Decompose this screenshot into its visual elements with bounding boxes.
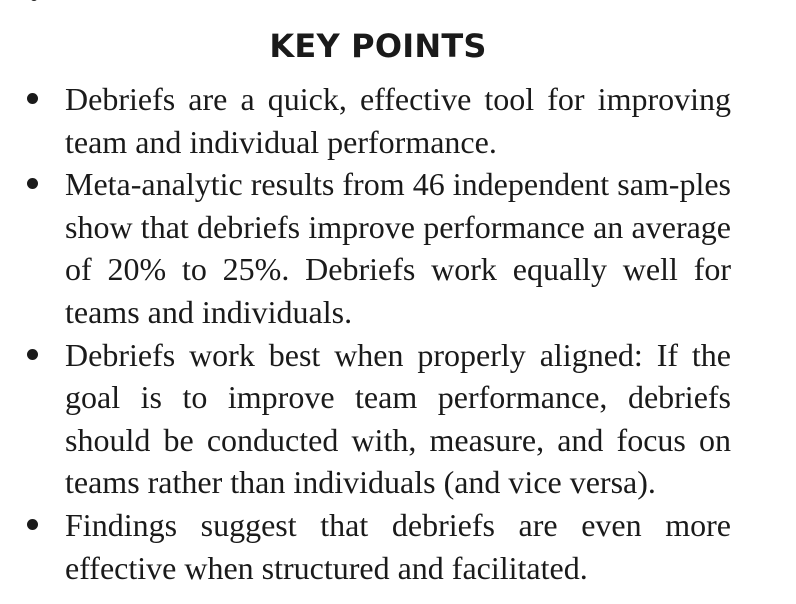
list-item bbox=[0, 334, 731, 504]
key-points-list bbox=[0, 78, 796, 589]
list-item bbox=[0, 163, 731, 333]
list-item-text: Findings suggest that debriefs are even more effective when structured and facilitated. bbox=[65, 506, 731, 586]
section-title: KEY POINTS bbox=[269, 27, 487, 65]
clipped-text-fragment bbox=[30, 0, 38, 1]
list-item-text: Meta-analytic results from 46 independent sam-ples show that debriefs improve performance an average of 20% to 25%. Debriefs work equally well for teams and individuals. bbox=[65, 166, 731, 330]
list-item-text: Debriefs work best when properly aligned: If the goal is to improve team performance, debriefs should be conducted with, measure, and focus on teams rather than individuals (and vice versa). bbox=[65, 336, 731, 501]
bullet-icon bbox=[27, 349, 38, 360]
list-item bbox=[0, 504, 731, 589]
bullet-icon bbox=[27, 93, 38, 104]
list-item bbox=[0, 78, 731, 163]
bullet-icon bbox=[27, 519, 38, 530]
list-item-text: Debriefs are a quick, effective tool for improving team and individual performance. bbox=[65, 81, 731, 160]
bullet-icon bbox=[27, 178, 38, 189]
